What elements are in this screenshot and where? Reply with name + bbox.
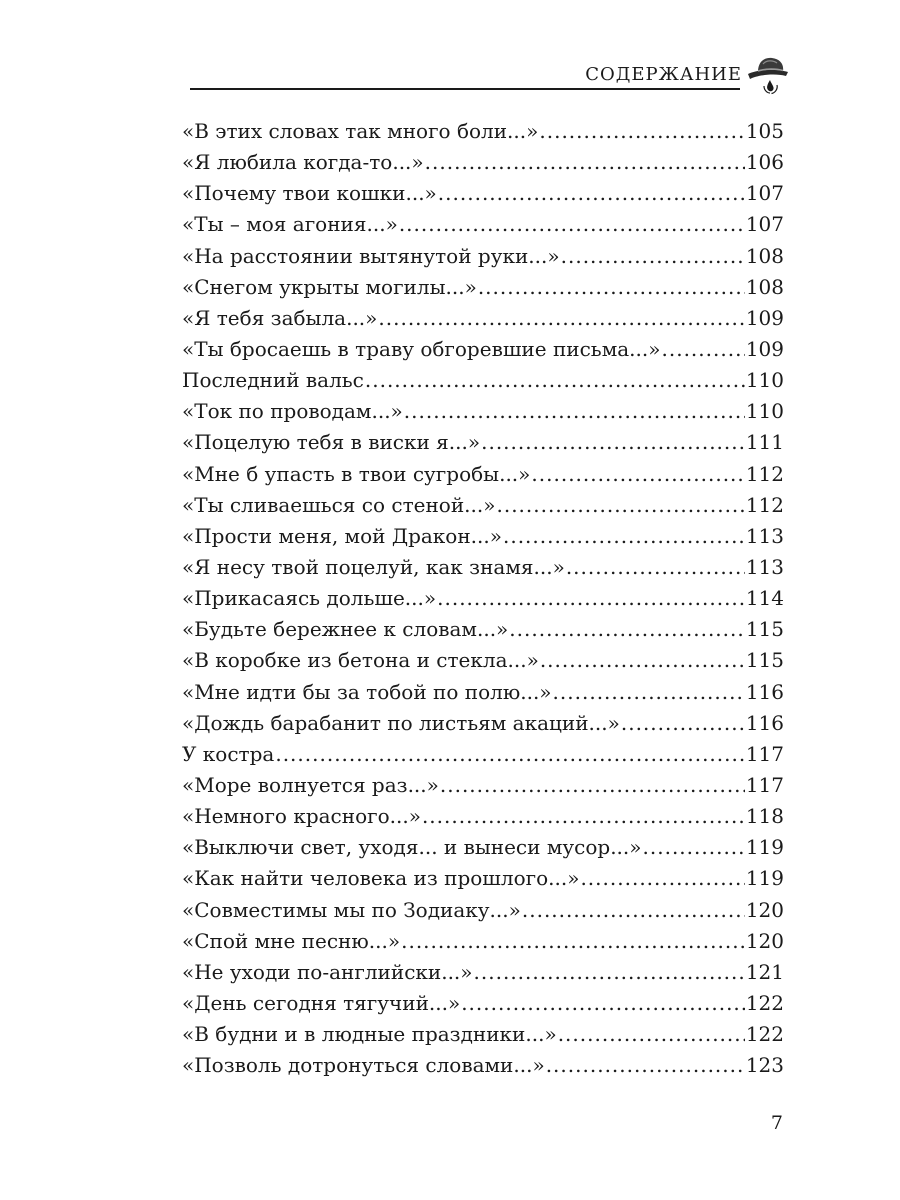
toc-entry-title: «Позволь дотронуться словами...» <box>182 1053 545 1078</box>
hat-and-ink-drop-icon <box>746 52 790 96</box>
toc-entry <box>182 1050 784 1081</box>
toc-dot-leader <box>378 303 744 334</box>
toc-entry-page: 108 <box>745 243 784 268</box>
toc-dot-leader <box>440 770 745 801</box>
toc-entry-title: «В этих словах так много боли...» <box>182 119 539 143</box>
toc-entry-page: 112 <box>745 461 784 486</box>
toc-entry-page: 107 <box>745 212 784 237</box>
toc-entry-page: 122 <box>745 990 784 1015</box>
toc-entry <box>182 552 784 583</box>
toc-entry <box>182 645 784 676</box>
toc-entry-title: «День сегодня тягучий...» <box>182 990 461 1015</box>
toc-entry-title: «На расстоянии вытянутой руки...» <box>182 243 560 268</box>
toc-entry-page: 108 <box>745 274 784 299</box>
toc-entry-page: 122 <box>745 1022 784 1047</box>
toc-dot-leader <box>643 832 745 863</box>
toc-entry <box>182 988 784 1019</box>
toc-entry <box>182 490 784 521</box>
toc-entry-page: 109 <box>745 305 784 330</box>
toc-dot-leader <box>365 365 745 396</box>
toc-entry-title: Последний вальс <box>182 368 364 393</box>
toc-entry-page: 117 <box>745 772 784 797</box>
toc-entry-title: «Мне идти бы за тобой по полю...» <box>182 679 552 704</box>
toc-entry-page: 118 <box>745 804 784 829</box>
toc-entry <box>182 614 784 645</box>
toc-entry <box>182 1019 784 1050</box>
toc-entry-page: 113 <box>745 523 784 548</box>
toc-dot-leader <box>478 272 745 303</box>
toc-entry-page: 110 <box>745 399 784 424</box>
toc-entry-page: 114 <box>745 586 784 611</box>
toc-entry-title: «Как найти человека из прошлого...» <box>182 866 580 891</box>
toc-entry <box>182 303 784 334</box>
toc-entry-page: 107 <box>745 181 784 206</box>
toc-dot-leader <box>503 521 745 552</box>
toc-dot-leader <box>275 739 744 770</box>
toc-entry-title: «Не уходи по-английски...» <box>182 959 473 984</box>
toc-entry <box>182 677 784 708</box>
toc-entry <box>182 178 784 209</box>
toc-dot-leader <box>540 645 745 676</box>
toc-dot-leader <box>438 178 745 209</box>
toc-entry-page: 116 <box>745 679 784 704</box>
toc-dot-leader <box>539 116 744 147</box>
page-number: 7 <box>770 1112 783 1134</box>
toc-dot-leader <box>401 926 745 957</box>
toc-dot-leader <box>481 427 745 458</box>
toc-dot-leader <box>546 1050 745 1081</box>
toc-entry-title: «Прикасаясь дольше...» <box>182 586 437 611</box>
toc-entry-title: «Море волнуется раз...» <box>182 772 439 797</box>
toc-entry-title: «В коробке из бетона и стекла...» <box>182 648 539 673</box>
toc-dot-leader <box>422 801 745 832</box>
toc-entry <box>182 770 784 801</box>
toc-entry-page: 120 <box>745 897 784 922</box>
toc-entry <box>182 365 784 396</box>
toc-entry <box>182 241 784 272</box>
toc-entry-page: 116 <box>745 710 784 735</box>
toc-entry-title: «Немного красного...» <box>182 804 421 829</box>
toc-entry <box>182 147 784 178</box>
toc-entry-page: 115 <box>745 648 784 673</box>
toc-entry-page: 105 <box>745 119 784 143</box>
toc-entry-title: «Ты – моя агония...» <box>182 212 398 237</box>
toc-entry-title: «Я тебя забыла...» <box>182 305 378 330</box>
toc-entry-title: «Спой мне песню...» <box>182 928 401 953</box>
toc-entry-title: «В будни и в людные праздники...» <box>182 1022 557 1047</box>
toc-dot-leader <box>621 708 745 739</box>
toc-entry-title: «Дождь барабанит по листьям акаций...» <box>182 710 620 735</box>
toc-entry-page: 109 <box>745 336 784 361</box>
toc-dot-leader <box>566 552 745 583</box>
toc-dot-leader <box>399 209 745 240</box>
toc-dot-leader <box>553 677 745 708</box>
toc-entry-title: «Поцелую тебя в виски я...» <box>182 430 481 455</box>
toc-entry <box>182 396 784 427</box>
toc-dot-leader <box>425 147 745 178</box>
toc-entry <box>182 459 784 490</box>
header-rule <box>190 88 740 90</box>
toc-dot-leader <box>580 863 744 894</box>
toc-entry-title: «Ток по проводам...» <box>182 399 403 424</box>
toc-entry-page: 113 <box>745 554 784 579</box>
toc-dot-leader <box>404 396 745 427</box>
toc-entry <box>182 583 784 614</box>
toc-entry <box>182 801 784 832</box>
table-of-contents <box>182 116 784 1081</box>
section-title: СОДЕРЖАНИЕ <box>585 64 742 85</box>
toc-entry-page: 120 <box>745 928 784 953</box>
toc-entry-page: 112 <box>745 492 784 517</box>
toc-entry <box>182 863 784 894</box>
toc-dot-leader <box>531 459 744 490</box>
toc-entry <box>182 708 784 739</box>
toc-dot-leader <box>522 895 745 926</box>
toc-entry-title: «Снегом укрыты могилы...» <box>182 274 477 299</box>
toc-entry-page: 119 <box>745 835 784 860</box>
toc-entry <box>182 832 784 863</box>
toc-entry <box>182 895 784 926</box>
toc-entry <box>182 334 784 365</box>
toc-entry-title: «Выключи свет, уходя... и вынеси мусор...» <box>182 835 642 860</box>
toc-dot-leader <box>461 988 745 1019</box>
toc-dot-leader <box>437 583 745 614</box>
toc-entry-page: 110 <box>745 368 784 393</box>
toc-dot-leader <box>474 957 745 988</box>
toc-entry-title: «Мне б упасть в твои сугробы...» <box>182 461 531 486</box>
toc-entry-page: 106 <box>745 150 784 175</box>
toc-entry-page: 115 <box>745 617 784 642</box>
toc-entry-title: «Будьте бережнее к словам...» <box>182 617 509 642</box>
toc-entry-page: 123 <box>745 1053 784 1078</box>
toc-entry-page: 117 <box>745 741 784 766</box>
toc-entry <box>182 957 784 988</box>
toc-entry <box>182 521 784 552</box>
toc-entry <box>182 926 784 957</box>
toc-entry-title: «Ты бросаешь в траву обгоревшие письма...» <box>182 336 661 361</box>
toc-entry-title: «Ты сливаешься со стеной...» <box>182 492 496 517</box>
toc-entry <box>182 427 784 458</box>
toc-entry <box>182 116 784 147</box>
toc-entry-title: «Совместимы мы по Зодиаку...» <box>182 897 521 922</box>
toc-entry-page: 121 <box>745 959 784 984</box>
toc-entry <box>182 209 784 240</box>
toc-entry-page: 119 <box>745 866 784 891</box>
toc-dot-leader <box>509 614 745 645</box>
toc-dot-leader <box>558 1019 745 1050</box>
toc-entry-title: «Я любила когда-то...» <box>182 150 424 175</box>
toc-dot-leader <box>496 490 744 521</box>
toc-entry-title: «Прости меня, мой Дракон...» <box>182 523 502 548</box>
toc-entry <box>182 272 784 303</box>
toc-entry-title: «Почему твои кошки...» <box>182 181 437 206</box>
toc-entry-title: «Я несу твой поцелуй, как знамя...» <box>182 554 565 579</box>
toc-dot-leader <box>662 334 745 365</box>
toc-entry-title: У костра <box>182 741 275 766</box>
toc-dot-leader <box>561 241 745 272</box>
toc-entry-page: 111 <box>745 430 784 455</box>
toc-entry <box>182 739 784 770</box>
